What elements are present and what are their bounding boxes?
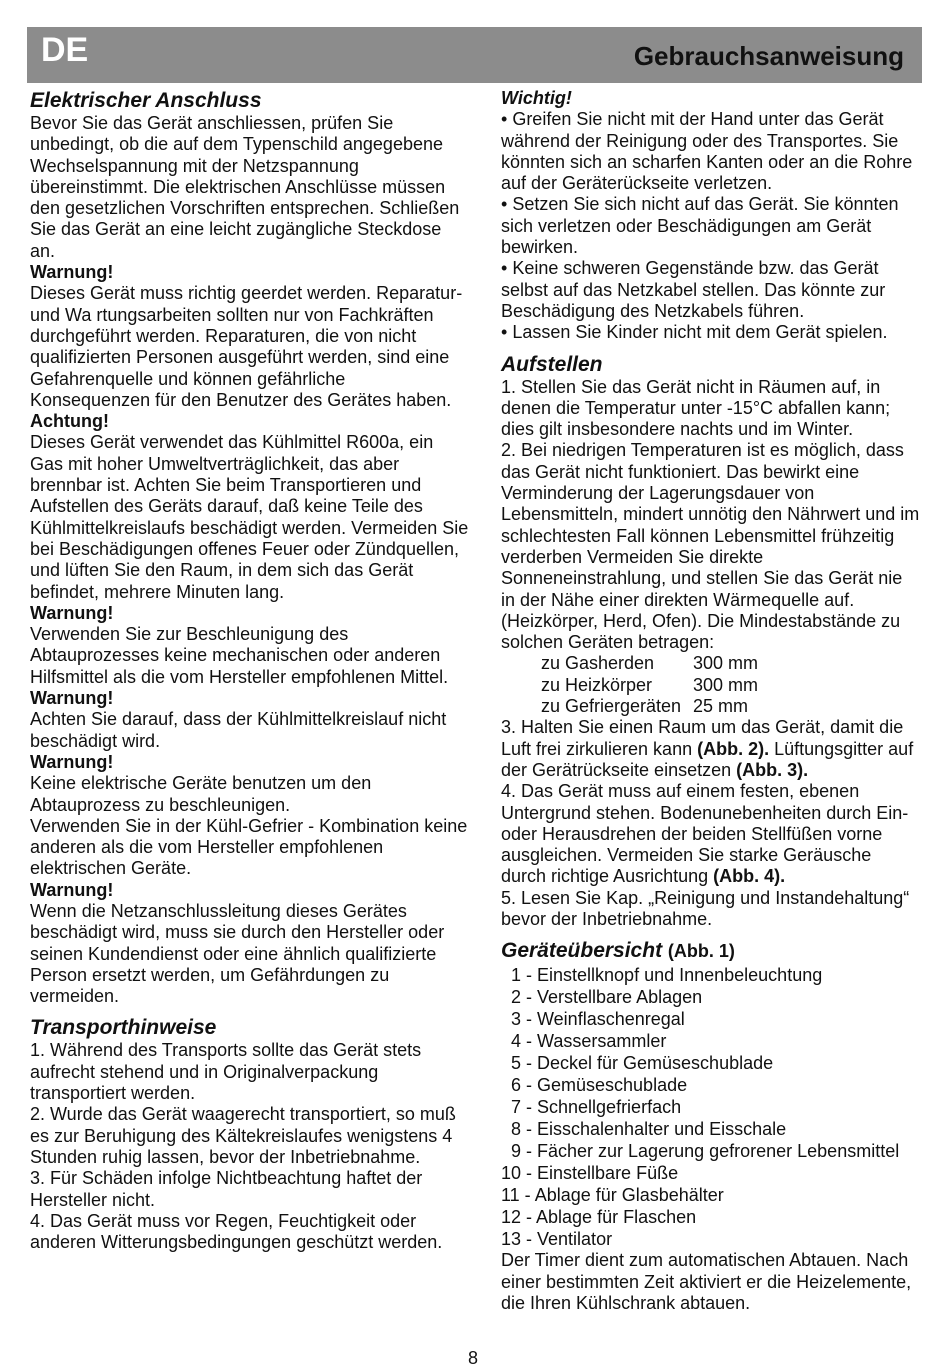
setup-heading: Aufstellen	[501, 352, 603, 376]
bullet-icon: •	[501, 109, 513, 130]
bullet-icon: •	[501, 258, 513, 279]
warning-text: Wenn die Netzanschlussleitung dieses Gerätes beschädigt wird, muss sie durch den Hersteller oder seinen Kundendienst oder eine ähnlich qualifizierte Person ersetzt werden, um Gefährdungen zu vermeiden.	[30, 900, 445, 1007]
list-item: 8 - Eisschalenhalter und Eisschale	[511, 1119, 787, 1140]
warning-label: Warnung!	[30, 688, 114, 709]
list-item: 11 - Ablage für Glasbehälter	[501, 1185, 724, 1206]
list-item: 10 - Einstellbare Füße	[501, 1163, 679, 1184]
electrical-text: Bevor Sie das Gerät anschliessen, prüfen Sie unbedingt, ob die auf dem Typenschild angegebene Wechselspannung mit der Netzspannung übereinstimmt. Die elektrischen Anschlüsse müssen den gesetzlichen Vorschriften entsprechen. Schließen Sie das Gerät an eine leicht zugängliche Steckdose an.	[30, 113, 460, 261]
header-bar	[27, 27, 922, 83]
list-item: 3 - Weinflaschenregal	[511, 1009, 685, 1030]
list-item: 6 - Gemüseschublade	[511, 1075, 688, 1096]
electrical-heading: Elektrischer Anschluss	[30, 89, 262, 112]
overview-heading: Geräteübersicht (Abb. 1)	[501, 939, 735, 963]
language-code: DE	[41, 31, 89, 69]
warning-label: Warnung!	[30, 602, 114, 623]
setup-item: 3. Halten Sie einen Raum um das Gerät, damit die Luft frei zirkulieren kann (Abb. 2). Lüftungsgitter auf der Gerätrückseite einsetzen (Abb. 3).	[501, 717, 914, 780]
warning-text: Dieses Gerät muss richtig geerdet werden. Reparatur- und Wa rtungsarbeiten sollten nur von Fachkräften durchgeführt werden. Reparaturen, die von nicht qualifizierten Personen ausgeführt werden, sind eine Gefahrenquelle und können gefährliche Konsequenzen für den Benutzer des Gerätes haben.	[30, 283, 463, 410]
bullet-icon: •	[501, 194, 513, 215]
warning-text: Achten Sie darauf, dass der Kühlmittelkreislauf nicht beschädigt wird.	[30, 709, 447, 751]
warning-label: Warnung!	[30, 879, 114, 900]
list-item: 12 - Ablage für Flaschen	[501, 1207, 697, 1228]
setup-item: 2. Bei niedrigen Temperaturen ist es möglich, dass das Gerät nicht funktioniert. Das bewirkt eine Verminderung der Lagerungsdauer von Lebensmitteln, mindert unnötig den Nährwert und im schlechtesten Fall können Lebensmittel frühzeitig verderben Vermeiden Sie direkte Sonneneinstrahlung, und stellen Sie das Gerät nie in der Nähe einer direkten Wärmequelle auf. (Heizkörper, Herd, Ofen). Die Mindestabstände zu solchen Geräten betragen:	[501, 440, 920, 653]
right-column	[501, 88, 921, 1314]
setup-item: 5. Lesen Sie Kap. „Reinigung und Instandehaltung“ bevor der Inbetriebnahme.	[501, 887, 910, 929]
transport-item: 2. Wurde das Gerät waagerecht transportiert, so muß es zur Beruhigung des Kältekreislaufes wenigstens 4 Stunden ruhig lassen, bevor der Inbetriebnahme.	[30, 1104, 456, 1167]
list-item: 1 - Einstellknopf und Innenbeleuchtung	[511, 965, 823, 986]
warning-text: Keine elektrische Geräte benutzen um den Abtauprozess zu beschleunigen.	[30, 773, 372, 815]
list-item: 4 - Wassersammler	[511, 1031, 667, 1052]
attention-text: Dieses Gerät verwendet das Kühlmittel R600a, ein Gas mit hoher Umweltverträglichkeit, das aber brennbar ist. Achten Sie beim Transportieren und Aufstellen des Geräts darauf, daß keine Teile des Kühlmittelkreislaufs beschädigt werden. Vermeiden Sie bei Beschädigungen offenes Feuer oder Zündquellen, und lüften Sie den Raum, in dem sich das Gerät befindet, mehrere Minuten lang.	[30, 432, 469, 602]
attention-label: Achtung!	[30, 411, 109, 432]
bullet-item: • Setzen Sie sich nicht auf das Gerät. Sie könnten sich verletzen oder Beschädigungen am Gerät bewirken.	[501, 194, 899, 258]
manual-title: Gebrauchsanweisung	[633, 41, 904, 71]
list-item: 13 - Ventilator	[501, 1229, 613, 1250]
warning-label: Warnung!	[30, 751, 114, 772]
transport-item: 4. Das Gerät muss vor Regen, Feuchtigkeit oder anderen Witterungsbedingungen geschützt werden.	[30, 1210, 443, 1253]
distance-row: zu Gasherden 300 mm	[541, 653, 759, 674]
setup-item: 1. Stellen Sie das Gerät nicht in Räumen auf, in denen die Temperatur unter -15°C abfallen kann; dies gilt insbesondere nachts und im Winter.	[501, 376, 891, 440]
list-item: 7 - Schnellgefrierfach	[511, 1097, 682, 1118]
bullet-item: • Keine schweren Gegenstände bzw. das Gerät selbst auf das Netzkabel stellen. Das könnte zur Beschädigung des Netzkabels führen.	[501, 258, 886, 321]
warning-text: Verwenden Sie zur Beschleunigung des Abtauprozesses keine mechanischen oder anderen Hilfsmittel als die vom Hersteller empfohlenen Mittel.	[30, 624, 449, 687]
distance-row: zu Gefriergeräten 25 mm	[541, 696, 749, 717]
setup-item: 4. Das Gerät muss auf einem festen, ebenen Untergrund stehen. Bodenunebenheiten durch Ein-oder Herausdrehen der beiden Stellfüßen vorne ausgleichen. Vermeiden Sie starke Geräusche durch richtige Ausrichtung (Abb. 4).	[501, 781, 909, 887]
list-item: 2 - Verstellbare Ablagen	[511, 987, 703, 1008]
distance-table	[501, 653, 921, 717]
distance-row: zu Heizkörper 300 mm	[541, 674, 759, 695]
left-column	[30, 88, 470, 1253]
list-item: 9 - Fächer zur Lagerung gefrorener Lebensmittel	[511, 1141, 900, 1162]
bullet-item: • Lassen Sie Kinder nicht mit dem Gerät spielen.	[501, 322, 888, 343]
bullet-icon: •	[501, 322, 513, 343]
warning-text: Verwenden Sie in der Kühl-Gefrier - Kombination keine anderen als die vom Hersteller empfohlenen elektrischen Geräte.	[30, 815, 468, 879]
transport-heading: Transporthinweise	[30, 1016, 217, 1040]
bullet-item: • Greifen Sie nicht mit der Hand unter das Gerät während der Reinigung oder des Transportes. Sie könnten sich an scharfen Kanten oder an die Rohre auf der Geräterückseite verletzen.	[501, 109, 913, 194]
important-label: Wichtig!	[501, 88, 572, 108]
warning-label: Warnung!	[30, 262, 114, 283]
page-number: 8	[468, 1348, 479, 1368]
transport-item: 1. Während des Transports sollte das Gerät stets aufrecht stehend und in Originalverpackung transportiert werden.	[30, 1040, 422, 1104]
parts-list	[501, 964, 921, 1250]
timer-text: Der Timer dient zum automatischen Abtauen. Nach einer bestimmten Zeit aktiviert er die Heizelemente, die Ihren Kühlschrank abtauen.	[501, 1250, 912, 1313]
list-item: 5 - Deckel für Gemüseschublade	[511, 1053, 774, 1074]
transport-item: 3. Für Schäden infolge Nichtbeachtung haftet der Hersteller nicht.	[30, 1168, 423, 1210]
